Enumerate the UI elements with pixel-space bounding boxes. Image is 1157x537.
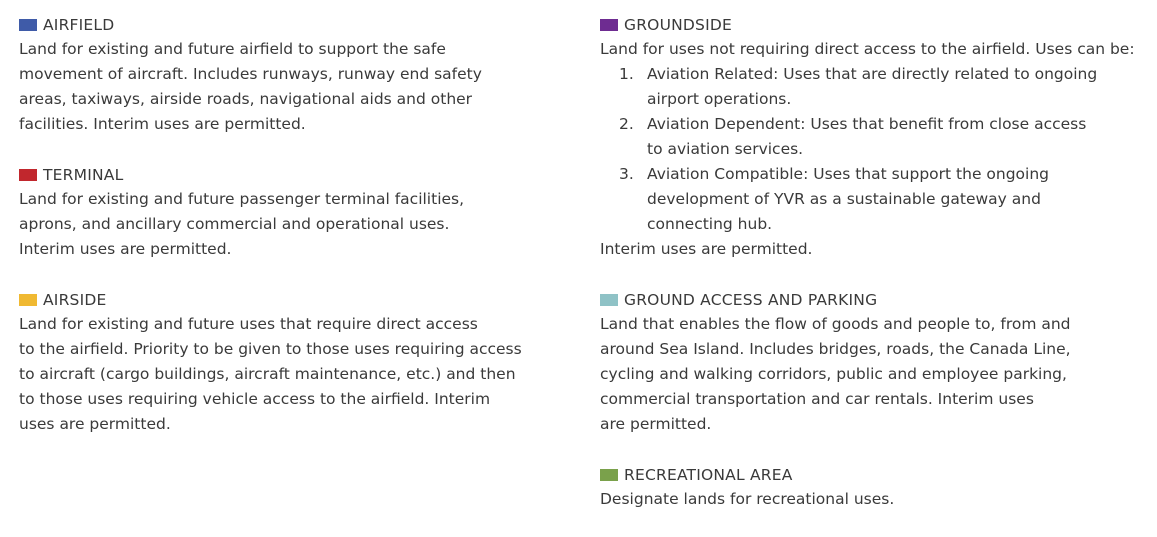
recreational-description [600, 487, 1155, 512]
recreational-title: RECREATIONAL AREA [624, 465, 793, 484]
description-line: aprons, and ancillary commercial and operational uses. [19, 215, 450, 233]
list-item-line: to aviation services. [647, 140, 804, 158]
terminal-description [19, 187, 579, 262]
airfield-color-swatch [19, 19, 37, 31]
description-line: Interim uses are permitted. [19, 240, 232, 258]
ground-access-section [600, 287, 1155, 437]
description-line: uses are permitted. [19, 415, 171, 433]
terminal-section [19, 162, 579, 262]
list-item-line: Aviation Compatible: Uses that support the ongoing [647, 165, 1050, 183]
ground-access-color-swatch [600, 294, 618, 306]
description-line: to the airfield. Priority to be given to those uses requiring access [19, 340, 522, 358]
description-line: facilities. Interim uses are permitted. [19, 115, 306, 133]
list-item-line: Aviation Dependent: Uses that benefit from close access [647, 115, 1087, 133]
description-line: to aircraft (cargo buildings, aircraft maintenance, etc.) and then [19, 365, 516, 383]
groundside-use-list [600, 62, 1155, 237]
airside-heading [19, 287, 579, 312]
description-line: movement of aircraft. Includes runways, runway end safety [19, 65, 482, 83]
recreational-color-swatch [600, 469, 618, 481]
terminal-heading [19, 162, 579, 187]
ground-access-title: GROUND ACCESS AND PARKING [624, 290, 878, 309]
list-item-number: 2. [619, 115, 634, 133]
list-item-number: 3. [619, 165, 634, 183]
description-line: Land for uses not requiring direct access to the airfield. Uses can be: [600, 40, 1135, 58]
list-item-line: Aviation Related: Uses that are directly related to ongoing [647, 65, 1098, 83]
list-item-number: 1. [619, 65, 634, 83]
ground-access-description [600, 312, 1155, 437]
right-column [600, 12, 1155, 537]
description-line: Designate lands for recreational uses. [600, 490, 895, 508]
description-line: to those uses requiring vehicle access to the airfield. Interim [19, 390, 491, 408]
airfield-section [19, 12, 579, 137]
groundside-outro [600, 237, 1155, 262]
description-line: Interim uses are permitted. [600, 240, 813, 258]
list-item [600, 112, 1155, 162]
groundside-title: GROUNDSIDE [624, 15, 732, 34]
recreational-section [600, 462, 1155, 512]
description-line: Land for existing and future passenger terminal facilities, [19, 190, 465, 208]
list-item [600, 62, 1155, 112]
airside-section [19, 287, 579, 437]
left-column [19, 12, 579, 462]
description-line: cycling and walking corridors, public and employee parking, [600, 365, 1067, 383]
list-item [600, 162, 1155, 237]
description-line: commercial transportation and car rentals. Interim uses [600, 390, 1034, 408]
groundside-color-swatch [600, 19, 618, 31]
airside-color-swatch [19, 294, 37, 306]
airfield-title: AIRFIELD [43, 15, 115, 34]
list-item-line: development of YVR as a sustainable gateway and [647, 190, 1041, 208]
recreational-heading [600, 462, 1155, 487]
list-item-line: airport operations. [647, 90, 792, 108]
airfield-heading [19, 12, 579, 37]
groundside-intro [600, 37, 1155, 62]
airside-title: AIRSIDE [43, 290, 107, 309]
description-line: areas, taxiways, airside roads, navigational aids and other [19, 90, 473, 108]
description-line: Land for existing and future airfield to support the safe [19, 40, 446, 58]
description-line: around Sea Island. Includes bridges, roads, the Canada Line, [600, 340, 1071, 358]
groundside-section [600, 12, 1155, 262]
list-item-line: connecting hub. [647, 215, 773, 233]
terminal-title: TERMINAL [43, 165, 124, 184]
description-line: Land for existing and future uses that require direct access [19, 315, 478, 333]
description-line: are permitted. [600, 415, 712, 433]
ground-access-heading [600, 287, 1155, 312]
terminal-color-swatch [19, 169, 37, 181]
airfield-description [19, 37, 579, 137]
groundside-heading [600, 12, 1155, 37]
airside-description [19, 312, 579, 437]
description-line: Land that enables the flow of goods and people to, from and [600, 315, 1071, 333]
